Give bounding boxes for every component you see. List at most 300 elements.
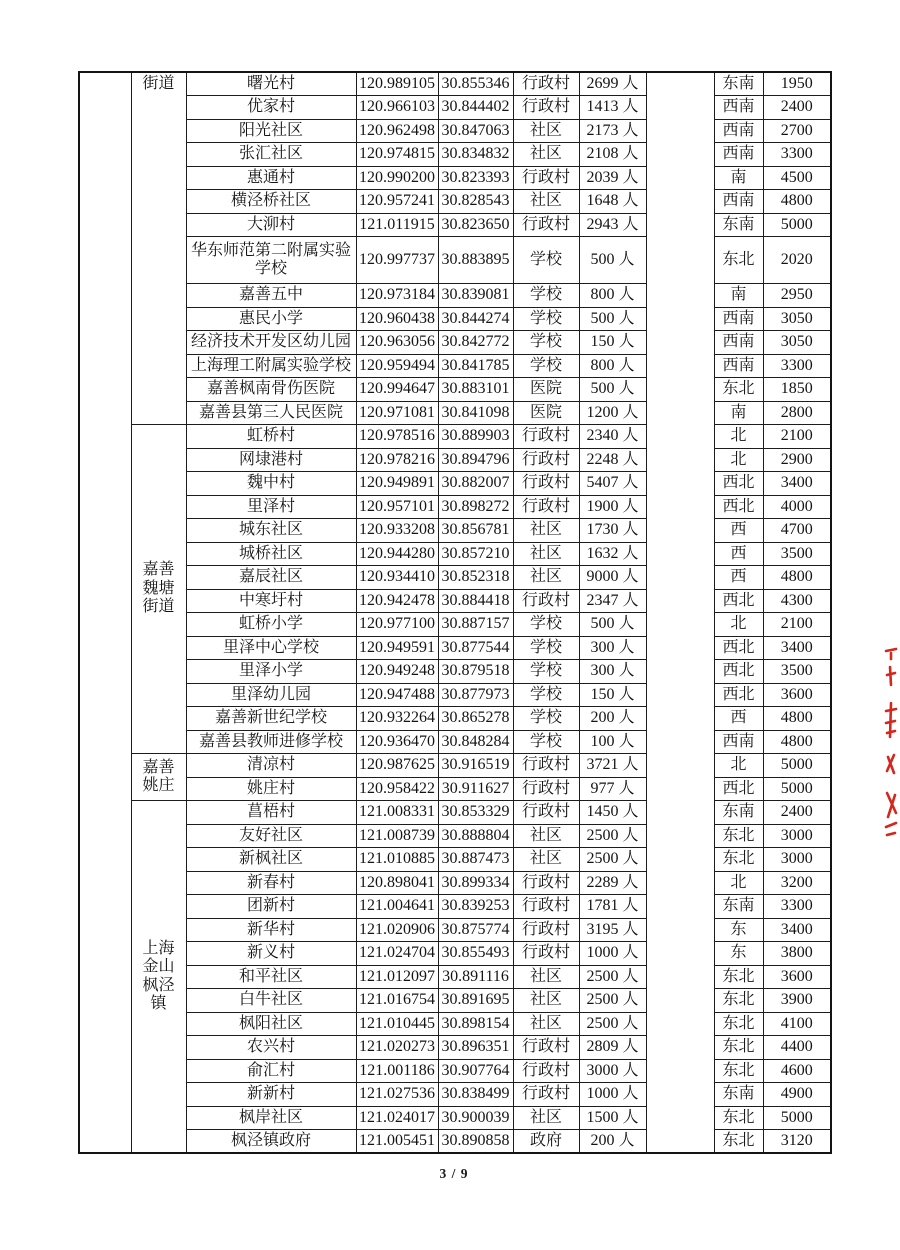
cell-type: 学校 xyxy=(513,636,579,660)
cell-distance: 3400 xyxy=(763,918,831,942)
cell-distance: 4400 xyxy=(763,1036,831,1060)
cell-distance: 4500 xyxy=(763,166,831,190)
cell-longitude: 121.008331 xyxy=(356,801,438,825)
cell-latitude: 30.865278 xyxy=(438,707,513,731)
cell-type: 学校 xyxy=(513,354,579,378)
cell-type: 行政村 xyxy=(513,472,579,496)
table-row xyxy=(79,730,831,754)
cell-type: 行政村 xyxy=(513,754,579,778)
cell-longitude: 120.990200 xyxy=(356,166,438,190)
cell-name: 白牛社区 xyxy=(186,989,356,1013)
group-label-cell: 嘉善 姚庄 xyxy=(131,754,186,801)
cell-population: 5407 人 xyxy=(579,472,646,496)
cell-longitude: 120.949891 xyxy=(356,472,438,496)
cell-latitude: 30.879518 xyxy=(438,660,513,684)
table-row xyxy=(79,1130,831,1154)
cell-latitude: 30.839081 xyxy=(438,284,513,308)
cell-type: 社区 xyxy=(513,143,579,167)
cell-longitude: 121.008739 xyxy=(356,824,438,848)
cell-latitude: 30.823393 xyxy=(438,166,513,190)
cell-direction: 北 xyxy=(714,448,763,472)
cell-distance: 3300 xyxy=(763,895,831,919)
cell-type: 行政村 xyxy=(513,72,579,96)
cell-direction: 东 xyxy=(714,918,763,942)
cell-longitude: 121.005451 xyxy=(356,1130,438,1154)
cell-type: 医院 xyxy=(513,378,579,402)
cell-direction: 西南 xyxy=(714,119,763,143)
table-row xyxy=(79,777,831,801)
cell-longitude: 120.971081 xyxy=(356,401,438,425)
cell-name: 新枫社区 xyxy=(186,848,356,872)
red-ink-marks xyxy=(882,645,900,840)
cell-name: 菖梧村 xyxy=(186,801,356,825)
cell-population: 2347 人 xyxy=(579,589,646,613)
cell-direction: 西 xyxy=(714,519,763,543)
cell-type: 社区 xyxy=(513,519,579,543)
cell-direction: 东北 xyxy=(714,1059,763,1083)
cell-distance: 4300 xyxy=(763,589,831,613)
cell-latitude: 30.834832 xyxy=(438,143,513,167)
cell-type: 社区 xyxy=(513,824,579,848)
cell-latitude: 30.898154 xyxy=(438,1012,513,1036)
cell-population: 200 人 xyxy=(579,707,646,731)
cell-direction: 东北 xyxy=(714,965,763,989)
cell-latitude: 30.839253 xyxy=(438,895,513,919)
cell-name: 嘉善县第三人民医院 xyxy=(186,401,356,425)
cell-direction: 东南 xyxy=(714,801,763,825)
cell-distance: 3400 xyxy=(763,472,831,496)
cell-latitude: 30.882007 xyxy=(438,472,513,496)
cell-direction: 西北 xyxy=(714,660,763,684)
cell-distance: 3200 xyxy=(763,871,831,895)
cell-latitude: 30.847063 xyxy=(438,119,513,143)
group-label-cell: 嘉善 魏塘 街道 xyxy=(131,425,186,754)
cell-distance: 3600 xyxy=(763,965,831,989)
cell-population: 2500 人 xyxy=(579,965,646,989)
cell-name: 魏中村 xyxy=(186,472,356,496)
cell-type: 学校 xyxy=(513,307,579,331)
cell-distance: 4800 xyxy=(763,707,831,731)
cell-direction: 西北 xyxy=(714,777,763,801)
cell-name: 枫泾镇政府 xyxy=(186,1130,356,1154)
cell-latitude: 30.877544 xyxy=(438,636,513,660)
cell-name: 和平社区 xyxy=(186,965,356,989)
cell-name: 里泽中心学校 xyxy=(186,636,356,660)
cell-name: 里泽幼儿园 xyxy=(186,683,356,707)
cell-longitude: 120.960438 xyxy=(356,307,438,331)
table-row xyxy=(79,683,831,707)
cell-longitude: 120.997737 xyxy=(356,237,438,284)
table-row xyxy=(79,871,831,895)
table-row xyxy=(79,425,831,449)
cell-longitude: 120.958422 xyxy=(356,777,438,801)
table-row xyxy=(79,284,831,308)
cell-latitude: 30.899334 xyxy=(438,871,513,895)
table-row xyxy=(79,824,831,848)
cell-name: 农兴村 xyxy=(186,1036,356,1060)
cell-name: 新新村 xyxy=(186,1083,356,1107)
spacer-gap-cell xyxy=(646,72,714,1153)
cell-direction: 东南 xyxy=(714,213,763,237)
cell-direction: 东北 xyxy=(714,378,763,402)
cell-longitude: 120.936470 xyxy=(356,730,438,754)
table-row xyxy=(79,801,831,825)
cell-longitude: 120.973184 xyxy=(356,284,438,308)
cell-latitude: 30.875774 xyxy=(438,918,513,942)
cell-distance: 2700 xyxy=(763,119,831,143)
cell-direction: 东北 xyxy=(714,824,763,848)
cell-name: 惠民小学 xyxy=(186,307,356,331)
cell-direction: 北 xyxy=(714,754,763,778)
cell-latitude: 30.887473 xyxy=(438,848,513,872)
cell-type: 学校 xyxy=(513,284,579,308)
cell-population: 1450 人 xyxy=(579,801,646,825)
cell-population: 2809 人 xyxy=(579,1036,646,1060)
cell-type: 行政村 xyxy=(513,1059,579,1083)
cell-type: 行政村 xyxy=(513,166,579,190)
cell-distance: 2800 xyxy=(763,401,831,425)
cell-latitude: 30.894796 xyxy=(438,448,513,472)
cell-distance: 2100 xyxy=(763,425,831,449)
cell-direction: 东北 xyxy=(714,1012,763,1036)
cell-population: 100 人 xyxy=(579,730,646,754)
cell-population: 977 人 xyxy=(579,777,646,801)
spacer-column-cell xyxy=(79,72,131,1153)
cell-name: 曙光村 xyxy=(186,72,356,96)
cell-name: 网埭港村 xyxy=(186,448,356,472)
cell-distance: 3500 xyxy=(763,542,831,566)
cell-type: 行政村 xyxy=(513,213,579,237)
cell-direction: 西 xyxy=(714,707,763,731)
cell-longitude: 120.933208 xyxy=(356,519,438,543)
cell-longitude: 121.010445 xyxy=(356,1012,438,1036)
cell-distance: 2900 xyxy=(763,448,831,472)
cell-population: 500 人 xyxy=(579,613,646,637)
table-row xyxy=(79,354,831,378)
cell-latitude: 30.916519 xyxy=(438,754,513,778)
cell-latitude: 30.911627 xyxy=(438,777,513,801)
cell-name: 优家村 xyxy=(186,96,356,120)
cell-type: 学校 xyxy=(513,613,579,637)
cell-type: 行政村 xyxy=(513,448,579,472)
cell-type: 行政村 xyxy=(513,1036,579,1060)
table-row xyxy=(79,72,831,96)
cell-direction: 东南 xyxy=(714,1083,763,1107)
cell-latitude: 30.856781 xyxy=(438,519,513,543)
cell-type: 医院 xyxy=(513,401,579,425)
cell-direction: 东南 xyxy=(714,72,763,96)
page-number: 3 / 9 xyxy=(439,1166,469,1181)
cell-type: 行政村 xyxy=(513,942,579,966)
cell-name: 嘉善新世纪学校 xyxy=(186,707,356,731)
cell-name: 惠通村 xyxy=(186,166,356,190)
cell-name: 枫岸社区 xyxy=(186,1106,356,1130)
table-row xyxy=(79,1059,831,1083)
table-row xyxy=(79,519,831,543)
cell-type: 行政村 xyxy=(513,871,579,895)
cell-name: 姚庄村 xyxy=(186,777,356,801)
cell-distance: 3120 xyxy=(763,1130,831,1154)
cell-direction: 南 xyxy=(714,401,763,425)
cell-longitude: 121.024017 xyxy=(356,1106,438,1130)
cell-name: 城东社区 xyxy=(186,519,356,543)
cell-type: 学校 xyxy=(513,707,579,731)
cell-name: 团新村 xyxy=(186,895,356,919)
cell-type: 行政村 xyxy=(513,495,579,519)
cell-direction: 西 xyxy=(714,542,763,566)
cell-direction: 东北 xyxy=(714,989,763,1013)
cell-population: 1648 人 xyxy=(579,190,646,214)
cell-longitude: 120.957101 xyxy=(356,495,438,519)
cell-longitude: 120.934410 xyxy=(356,566,438,590)
table-row xyxy=(79,448,831,472)
cell-latitude: 30.887157 xyxy=(438,613,513,637)
cell-longitude: 120.898041 xyxy=(356,871,438,895)
cell-distance: 4600 xyxy=(763,1059,831,1083)
cell-distance: 2020 xyxy=(763,237,831,284)
table-row xyxy=(79,213,831,237)
cell-latitude: 30.841098 xyxy=(438,401,513,425)
cell-population: 1413 人 xyxy=(579,96,646,120)
cell-distance: 3000 xyxy=(763,848,831,872)
cell-direction: 东北 xyxy=(714,1036,763,1060)
table-row xyxy=(79,143,831,167)
cell-latitude: 30.898272 xyxy=(438,495,513,519)
cell-type: 社区 xyxy=(513,566,579,590)
cell-latitude: 30.889903 xyxy=(438,425,513,449)
cell-distance: 3300 xyxy=(763,143,831,167)
table-row xyxy=(79,660,831,684)
cell-type: 社区 xyxy=(513,1012,579,1036)
cell-name: 中寒圩村 xyxy=(186,589,356,613)
cell-distance: 5000 xyxy=(763,777,831,801)
cell-population: 2500 人 xyxy=(579,989,646,1013)
cell-direction: 西南 xyxy=(714,143,763,167)
cell-distance: 1950 xyxy=(763,72,831,96)
cell-latitude: 30.853329 xyxy=(438,801,513,825)
cell-distance: 3000 xyxy=(763,824,831,848)
cell-population: 2108 人 xyxy=(579,143,646,167)
cell-distance: 2100 xyxy=(763,613,831,637)
cell-distance: 4800 xyxy=(763,566,831,590)
cell-population: 3195 人 xyxy=(579,918,646,942)
table-row xyxy=(79,542,831,566)
cell-direction: 东北 xyxy=(714,237,763,284)
cell-name: 华东师范第二附属实验学校 xyxy=(186,237,356,284)
cell-direction: 西南 xyxy=(714,730,763,754)
cell-latitude: 30.888804 xyxy=(438,824,513,848)
cell-latitude: 30.848284 xyxy=(438,730,513,754)
cell-longitude: 120.978216 xyxy=(356,448,438,472)
cell-latitude: 30.900039 xyxy=(438,1106,513,1130)
cell-latitude: 30.883895 xyxy=(438,237,513,284)
cell-direction: 东北 xyxy=(714,1130,763,1154)
cell-name: 张汇社区 xyxy=(186,143,356,167)
cell-longitude: 121.027536 xyxy=(356,1083,438,1107)
cell-direction: 西南 xyxy=(714,331,763,355)
cell-population: 2039 人 xyxy=(579,166,646,190)
cell-longitude: 120.966103 xyxy=(356,96,438,120)
cell-latitude: 30.884418 xyxy=(438,589,513,613)
table-row xyxy=(79,965,831,989)
cell-longitude: 121.020906 xyxy=(356,918,438,942)
cell-type: 社区 xyxy=(513,119,579,143)
cell-latitude: 30.838499 xyxy=(438,1083,513,1107)
locations-table-body xyxy=(79,72,831,1153)
cell-direction: 南 xyxy=(714,284,763,308)
cell-name: 大泖村 xyxy=(186,213,356,237)
cell-distance: 1850 xyxy=(763,378,831,402)
cell-distance: 4800 xyxy=(763,730,831,754)
cell-population: 1730 人 xyxy=(579,519,646,543)
cell-population: 2340 人 xyxy=(579,425,646,449)
cell-population: 1900 人 xyxy=(579,495,646,519)
cell-longitude: 120.989105 xyxy=(356,72,438,96)
cell-distance: 4900 xyxy=(763,1083,831,1107)
cell-type: 学校 xyxy=(513,683,579,707)
cell-name: 阳光社区 xyxy=(186,119,356,143)
cell-distance: 5000 xyxy=(763,213,831,237)
cell-direction: 西南 xyxy=(714,96,763,120)
cell-latitude: 30.841785 xyxy=(438,354,513,378)
cell-longitude: 121.012097 xyxy=(356,965,438,989)
cell-population: 1781 人 xyxy=(579,895,646,919)
cell-population: 2500 人 xyxy=(579,824,646,848)
group-label-cell: 上海 金山 枫泾 镇 xyxy=(131,801,186,1154)
cell-direction: 西南 xyxy=(714,307,763,331)
cell-latitude: 30.877973 xyxy=(438,683,513,707)
cell-longitude: 120.932264 xyxy=(356,707,438,731)
cell-population: 2699 人 xyxy=(579,72,646,96)
cell-distance: 4100 xyxy=(763,1012,831,1036)
cell-type: 政府 xyxy=(513,1130,579,1154)
cell-latitude: 30.823650 xyxy=(438,213,513,237)
cell-population: 500 人 xyxy=(579,307,646,331)
table-row xyxy=(79,613,831,637)
cell-longitude: 121.001186 xyxy=(356,1059,438,1083)
cell-population: 500 人 xyxy=(579,237,646,284)
table-row xyxy=(79,636,831,660)
cell-longitude: 120.978516 xyxy=(356,425,438,449)
cell-longitude: 120.962498 xyxy=(356,119,438,143)
cell-population: 2289 人 xyxy=(579,871,646,895)
cell-population: 150 人 xyxy=(579,683,646,707)
cell-direction: 西北 xyxy=(714,636,763,660)
table-row xyxy=(79,848,831,872)
cell-name: 新春村 xyxy=(186,871,356,895)
cell-type: 学校 xyxy=(513,730,579,754)
cell-type: 行政村 xyxy=(513,918,579,942)
cell-type: 社区 xyxy=(513,190,579,214)
cell-longitude: 121.010885 xyxy=(356,848,438,872)
table-row xyxy=(79,119,831,143)
table-row xyxy=(79,942,831,966)
cell-longitude: 120.959494 xyxy=(356,354,438,378)
cell-name: 嘉辰社区 xyxy=(186,566,356,590)
table-row xyxy=(79,495,831,519)
cell-population: 2500 人 xyxy=(579,1012,646,1036)
cell-latitude: 30.890858 xyxy=(438,1130,513,1154)
cell-population: 3721 人 xyxy=(579,754,646,778)
cell-longitude: 120.942478 xyxy=(356,589,438,613)
cell-direction: 东 xyxy=(714,942,763,966)
cell-population: 1000 人 xyxy=(579,942,646,966)
table-row xyxy=(79,472,831,496)
cell-distance: 4000 xyxy=(763,495,831,519)
cell-type: 行政村 xyxy=(513,777,579,801)
table-row xyxy=(79,331,831,355)
cell-longitude: 121.016754 xyxy=(356,989,438,1013)
cell-distance: 2400 xyxy=(763,801,831,825)
cell-direction: 东北 xyxy=(714,1106,763,1130)
cell-distance: 4800 xyxy=(763,190,831,214)
cell-name: 横泾桥社区 xyxy=(186,190,356,214)
cell-population: 150 人 xyxy=(579,331,646,355)
cell-longitude: 120.957241 xyxy=(356,190,438,214)
cell-direction: 北 xyxy=(714,613,763,637)
cell-name: 嘉善枫南骨伤医院 xyxy=(186,378,356,402)
table-row xyxy=(79,918,831,942)
table-row xyxy=(79,754,831,778)
cell-latitude: 30.828543 xyxy=(438,190,513,214)
cell-direction: 西北 xyxy=(714,472,763,496)
cell-distance: 3600 xyxy=(763,683,831,707)
table-row xyxy=(79,96,831,120)
cell-direction: 南 xyxy=(714,166,763,190)
cell-type: 学校 xyxy=(513,237,579,284)
cell-latitude: 30.883101 xyxy=(438,378,513,402)
cell-distance: 5000 xyxy=(763,754,831,778)
table-row xyxy=(79,989,831,1013)
cell-name: 枫阳社区 xyxy=(186,1012,356,1036)
table-row xyxy=(79,307,831,331)
cell-latitude: 30.857210 xyxy=(438,542,513,566)
table-row xyxy=(79,589,831,613)
cell-direction: 西南 xyxy=(714,190,763,214)
cell-direction: 西北 xyxy=(714,683,763,707)
cell-latitude: 30.896351 xyxy=(438,1036,513,1060)
cell-population: 2500 人 xyxy=(579,848,646,872)
table-row xyxy=(79,1036,831,1060)
cell-population: 300 人 xyxy=(579,660,646,684)
cell-distance: 3050 xyxy=(763,307,831,331)
cell-name: 友好社区 xyxy=(186,824,356,848)
cell-type: 社区 xyxy=(513,542,579,566)
table-row xyxy=(79,237,831,284)
cell-longitude: 120.949591 xyxy=(356,636,438,660)
locations-table xyxy=(78,71,832,1154)
cell-longitude: 120.944280 xyxy=(356,542,438,566)
cell-type: 行政村 xyxy=(513,895,579,919)
cell-population: 2943 人 xyxy=(579,213,646,237)
cell-direction: 西南 xyxy=(714,354,763,378)
cell-name: 俞汇村 xyxy=(186,1059,356,1083)
cell-latitude: 30.907764 xyxy=(438,1059,513,1083)
cell-direction: 东北 xyxy=(714,848,763,872)
cell-distance: 4700 xyxy=(763,519,831,543)
cell-longitude: 121.020273 xyxy=(356,1036,438,1060)
cell-population: 1000 人 xyxy=(579,1083,646,1107)
cell-longitude: 120.974815 xyxy=(356,143,438,167)
cell-population: 300 人 xyxy=(579,636,646,660)
cell-direction: 西北 xyxy=(714,495,763,519)
cell-population: 1200 人 xyxy=(579,401,646,425)
cell-type: 学校 xyxy=(513,331,579,355)
cell-type: 行政村 xyxy=(513,589,579,613)
cell-population: 2248 人 xyxy=(579,448,646,472)
table-row xyxy=(79,378,831,402)
cell-distance: 3400 xyxy=(763,636,831,660)
